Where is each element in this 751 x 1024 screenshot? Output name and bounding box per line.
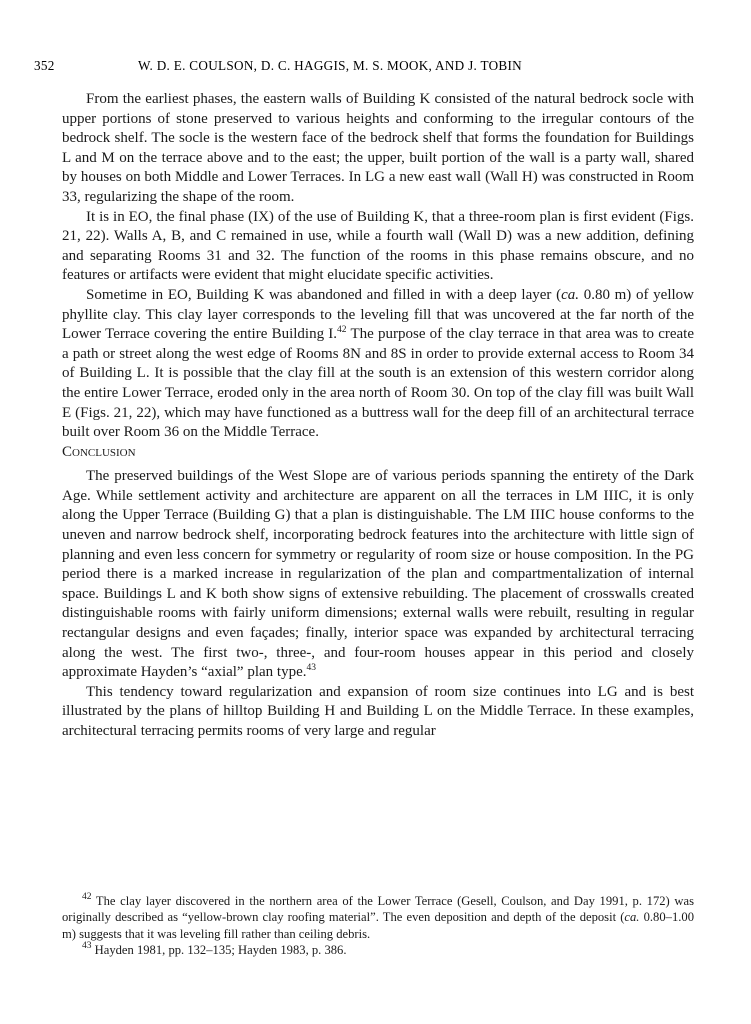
footnote — [62, 893, 694, 942]
paragraph — [62, 286, 694, 443]
main-text — [62, 90, 694, 742]
page-body — [62, 90, 694, 742]
footnote-text: The clay layer discovered in the northern area of the Lower Terrace (Gesell, Coulson, and Day 1991, p. 172) was originally described as “yellow-brown clay roofing material”. The even deposition and depth of the deposit ( — [62, 894, 694, 925]
paragraph: It is in EO, the final phase (IX) of the use of Building K, that a three-room plan is first evident (Figs. 21, 22). Walls A, B, and C remained in use, while a fourth wall (Wall D) was a new addition, defining and separating Rooms 31 and 32. The function of the rooms in this phase remains obscure, and no features or artifacts were evident that might elucidate specific activities. — [62, 208, 694, 284]
page-number: 352 — [34, 58, 55, 73]
paragraph: This tendency toward regularization and expansion of room size continues into LG and is best illustrated by the plans of hilltop Building H and Building L on the Middle Terrace. In these examples, architectural terracing permits rooms of very large and regular — [62, 683, 694, 739]
footnote-ref[interactable]: 42 — [337, 325, 347, 336]
paragraph-text: Sometime in EO, Building K was abandoned and filled in with a deep layer ( — [86, 286, 562, 303]
paragraph-text: The preserved buildings of the West Slope are of various periods spanning the entirety of the Dark Age. While settlement activity and architecture are apparent on all the terraces in LM IIIC, it is only along the Upper Terrace (Building G) that a plan is distinguishable. The LM IIIC house conforms to the uneven and narrow bedrock shelf, incorporating bedrock features into the architecture with little sign of planning and even less concern for symmetry or regularity of room size or house composition. In the PG period there is a marked increase in regularization of the plan and compartmentalization of internal space. Buildings L and K both show signs of extensive rebuilding. The placement of crosswalls created distinguishable rooms with fairly uniform dimensions; external walls were rebuilt, resulting in regular rectangular designs and even façades; finally, interior space was expanded by architectural terracing along the west. The first two-, three-, and four-room houses appear in this period and closely approximate Hayden’s “axial” plan type. — [62, 468, 694, 681]
footnotes — [62, 893, 694, 959]
footnote-text: Hayden 1981, pp. 132–135; Hayden 1983, p. 386. — [91, 943, 347, 958]
abbrev-ca: ca. — [624, 910, 640, 925]
section-heading: Conclusion — [62, 443, 136, 460]
running-head-authors: W. D. E. COULSON, D. C. HAGGIS, M. S. MOOK, AND J. TOBIN — [138, 58, 523, 73]
footnote-ref[interactable]: 43 — [306, 663, 316, 674]
footnote-number: 42 — [82, 892, 92, 902]
paragraph-text: The purpose of the clay terrace in that area was to create a path or street along the west edge of Rooms 8N and 8S in order to provide external access to Room 34 of Building L. It is possible that the clay fill at the south is an extension of this western corridor along the entire Lower Terrace, eroded only in the area north of Room 30. On top of the clay fill was built Wall E (Figs. 21, 22), which may have functioned as a buttress wall for the deep fill of an architectural terrace built over Room 36 on the Middle Terrace. — [62, 326, 694, 441]
footnote-number: 43 — [82, 941, 92, 952]
running-header — [34, 58, 694, 80]
footnote — [62, 942, 694, 958]
paragraph-text: 0.80 m) of yellow phyllite clay. This clay layer corresponds to the leveling fill that was uncovered at the far north of the Lower Terrace covering the entire Building I. — [62, 286, 694, 343]
paragraph — [62, 467, 694, 683]
abbrev-ca: ca. — [561, 286, 580, 303]
footnote-text: 0.80–1.00 m) suggests that it was leveling fill rather than ceiling debris. — [62, 910, 694, 941]
paragraph: From the earliest phases, the eastern walls of Building K consisted of the natural bedrock socle with upper portions of stone preserved to various heights and conforming to the irregular contours of the bedrock shelf. The socle is the western face of the bedrock shelf that forms the foundation for Buildings L and M on the terrace above and to the east; the upper, built portion of the wall is a party wall, shared by houses on both Middle and Lower Terraces. In LG a new east wall (Wall H) was constructed in Room 33, regularizing the shape of the room. — [62, 91, 694, 205]
